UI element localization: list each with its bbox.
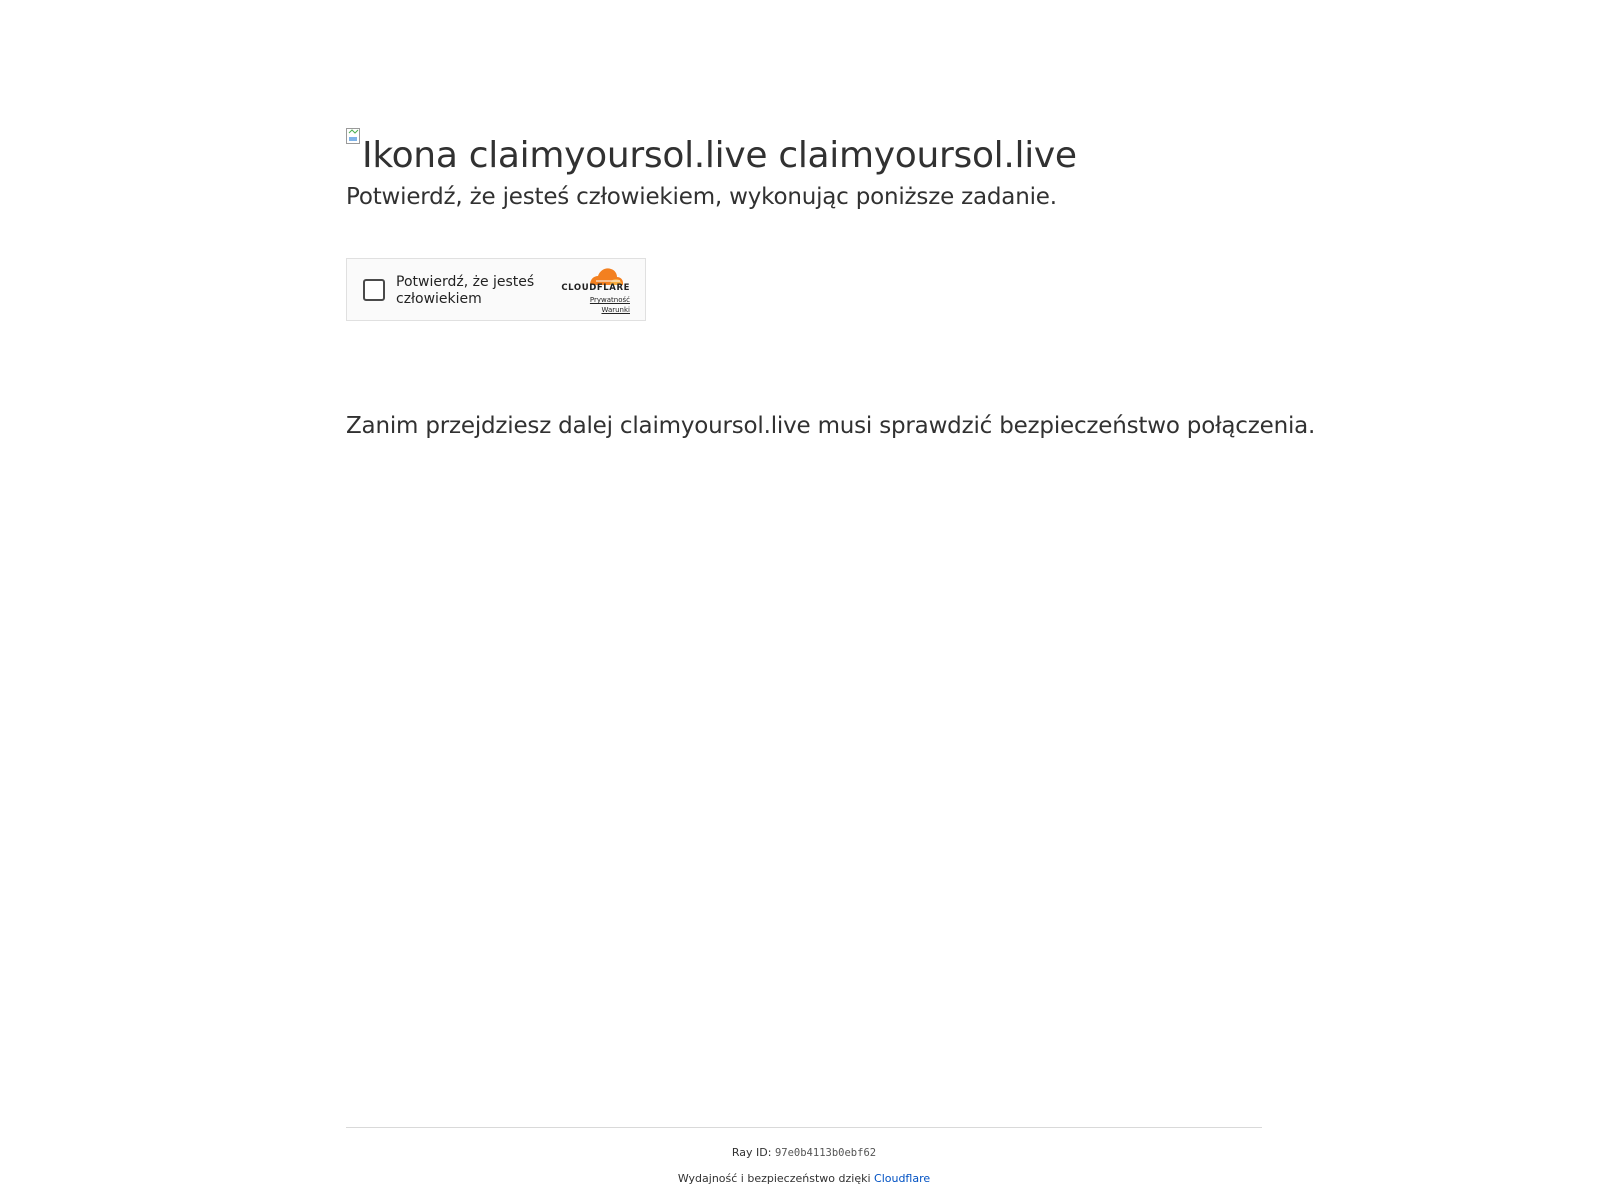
ray-id-value: 97e0b4113b0ebf62	[774, 1147, 877, 1159]
ray-id-label: Ray ID:	[731, 1146, 772, 1159]
cloudflare-link[interactable]: Cloudflare	[874, 1172, 931, 1185]
performance-text: Wydajność i bezpieczeństwo dzięki	[677, 1172, 871, 1185]
checkbox-label: Potwierdź, że jesteś człowiekiem	[396, 274, 535, 307]
title-row	[346, 128, 1266, 182]
terms-link[interactable]: Warunki	[601, 306, 630, 314]
broken-image-icon	[346, 128, 362, 144]
main-content	[346, 128, 1316, 439]
cloudflare-wordmark: CLOUDFLARE	[561, 283, 630, 293]
security-check-message: Zanim przejdziesz dalej claimyoursol.live musi sprawdzić bezpieczeństwo połączenia.	[346, 413, 1316, 439]
footer	[346, 1127, 1262, 1186]
human-verification-checkbox[interactable]	[363, 279, 385, 301]
page-subtitle: Potwierdź, że jesteś człowiekiem, wykonując poniższe zadanie.	[346, 184, 1057, 210]
widget-links	[590, 295, 630, 315]
performance-line	[346, 1172, 1262, 1186]
ray-id-line	[346, 1146, 1262, 1160]
privacy-link[interactable]: Prywatność	[589, 296, 630, 304]
page-title: Ikona claimyoursol.live claimyoursol.live	[362, 135, 1077, 176]
turnstile-widget	[346, 258, 646, 321]
